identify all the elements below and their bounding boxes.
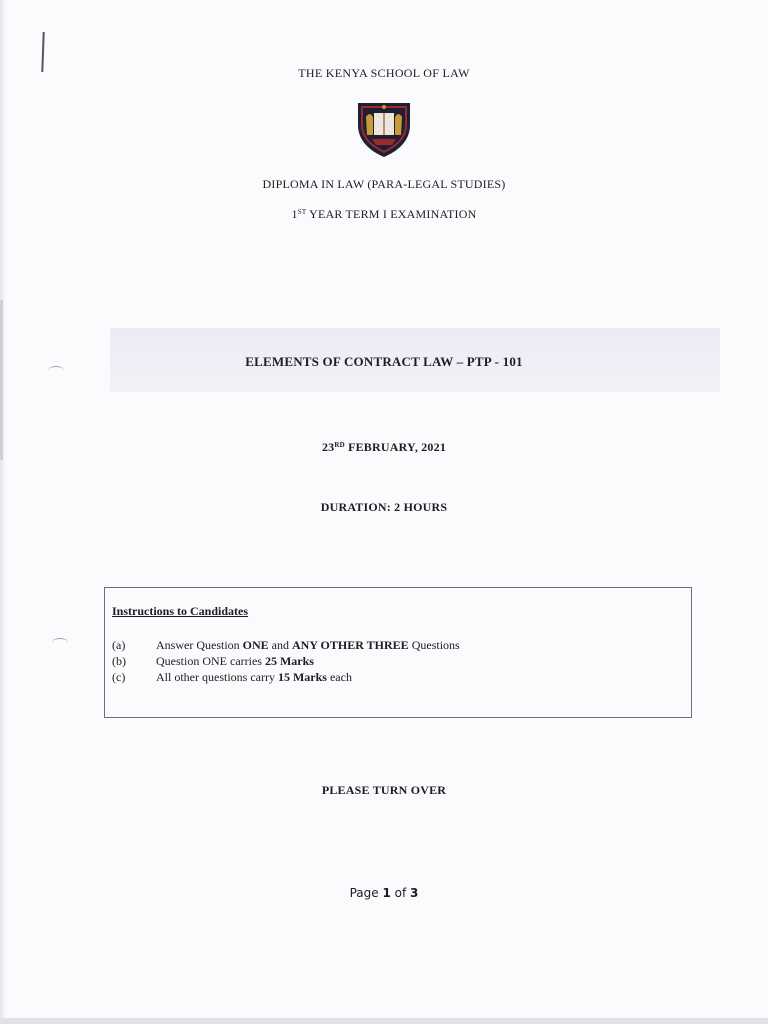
instruction-fragment: Question ONE carries [156,654,265,668]
instruction-text [156,638,460,653]
scan-mark [52,638,68,647]
instruction-fragment: each [326,670,352,684]
instructions-box [104,587,692,718]
exam-term [0,207,768,222]
exam-year-suffix: ST [297,208,307,216]
instruction-fragment: All other questions carry [156,670,278,684]
exam-date-day: 23 [321,440,335,454]
exam-date [0,440,768,455]
exam-term-rest: YEAR TERM I EXAMINATION [306,207,477,221]
instruction-text [156,654,314,669]
exam-duration: DURATION: 2 HOURS [320,500,448,514]
programme-name: DIPLOMA IN LAW (PARA-LEGAL STUDIES) [262,177,506,191]
instruction-emphasis: 15 Marks [277,670,327,684]
instructions-heading: Instructions to Candidates [112,604,249,618]
instruction-fragment: Questions [408,638,460,652]
page-of: of [390,886,411,900]
instruction-fragment: and [268,638,292,652]
page-number [0,886,768,900]
instruction-fragment: Answer Question [156,638,243,652]
institution-name: THE KENYA SCHOOL OF LAW [298,66,470,80]
instruction-letter: (a) [112,638,126,652]
exam-date-suffix: RD [334,441,345,449]
exam-year-number: 1 [291,207,298,221]
instruction-letter: (c) [112,670,126,684]
instruction-emphasis: ANY OTHER THREE [292,638,409,652]
instruction-text [156,670,352,685]
instruction-emphasis: 25 Marks [264,654,314,668]
kenya-school-of-law-crest-icon [352,95,416,159]
page-prefix: Page [349,886,383,900]
course-title: ELEMENTS OF CONTRACT LAW – PTP - 101 [245,354,523,369]
exam-date-rest: FEBRUARY, 2021 [344,440,447,454]
scan-bottom-edge [0,1018,768,1024]
scan-staple-shadow [0,300,3,460]
page-current: 1 [382,886,391,900]
instruction-emphasis: ONE [242,638,269,652]
please-turn-over: PLEASE TURN OVER [321,783,447,797]
page-total: 3 [410,886,419,900]
instruction-letter: (b) [112,654,126,668]
